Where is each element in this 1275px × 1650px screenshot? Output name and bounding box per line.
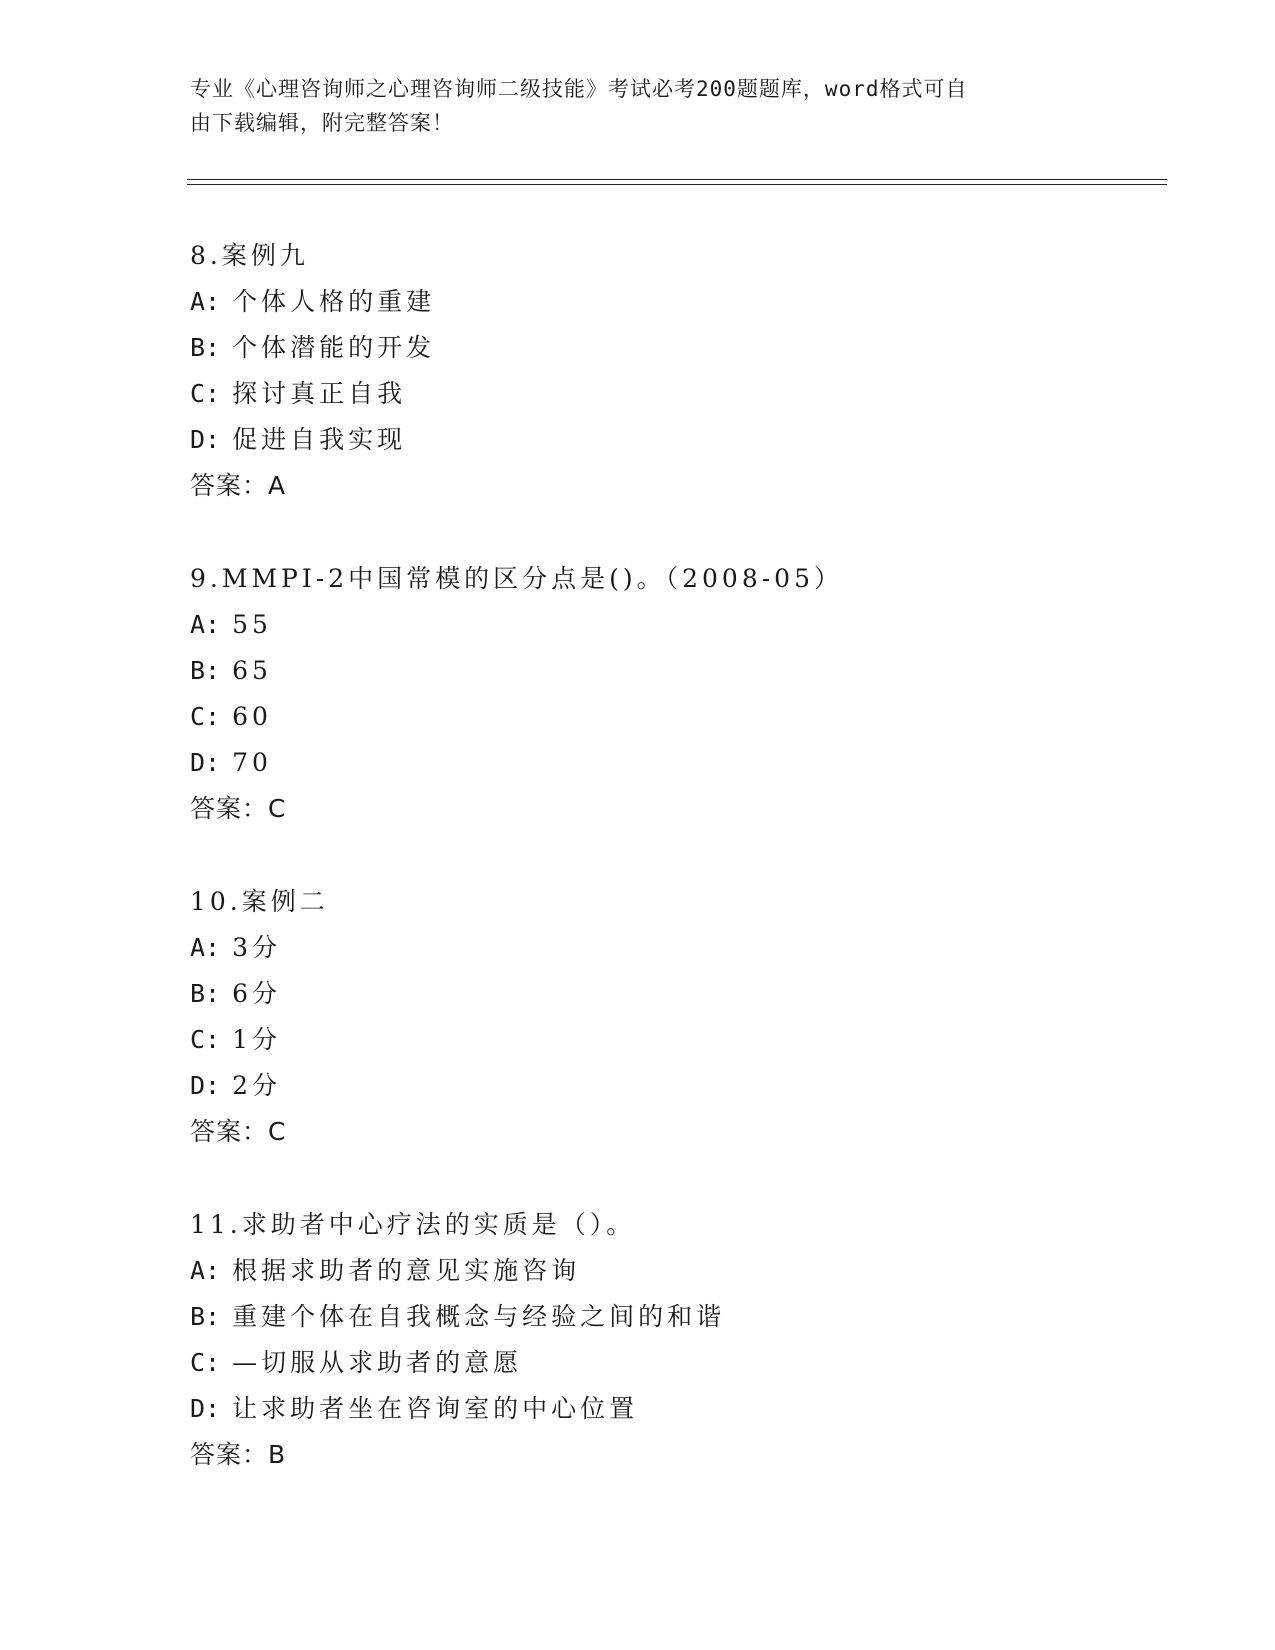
option-c <box>190 1340 1090 1386</box>
option-text: 根据求助者的意见实施咨询 <box>232 1256 581 1285</box>
option-text: 6分 <box>232 979 281 1008</box>
question-block <box>190 1202 1090 1478</box>
document-intro <box>190 72 1080 140</box>
option-a <box>190 925 1090 971</box>
option-a <box>190 602 1090 648</box>
option-key: A: <box>190 933 221 962</box>
option-text: 2分 <box>232 1071 281 1100</box>
option-d <box>190 417 1090 463</box>
header-divider-top <box>187 179 1167 180</box>
option-b <box>190 648 1090 694</box>
option-text: 3分 <box>232 933 281 962</box>
intro-line-1: 专业《心理咨询师之心理咨询师二级技能》考试必考200题题库，word格式可自 <box>190 77 968 101</box>
option-b <box>190 1294 1090 1340</box>
option-key: C: <box>190 1025 221 1054</box>
option-text: 60 <box>232 702 272 731</box>
option-key: C: <box>190 379 221 408</box>
option-key: B: <box>190 656 221 685</box>
answer-line: 答案：C <box>190 1117 287 1146</box>
answer-line: 答案：A <box>190 471 287 500</box>
option-text: 70 <box>232 748 272 777</box>
option-text: —切服从求助者的意愿 <box>232 1348 523 1377</box>
option-d <box>190 740 1090 786</box>
option-c <box>190 371 1090 417</box>
question-block <box>190 233 1090 509</box>
option-c <box>190 1017 1090 1063</box>
option-text: 让求助者坐在咨询室的中心位置 <box>232 1394 639 1423</box>
header-divider-bottom <box>187 184 1167 185</box>
question-stem: 11.求助者中心疗法的实质是（）。 <box>190 1210 636 1239</box>
option-text: 个体潜能的开发 <box>232 333 436 362</box>
option-text: 1分 <box>232 1025 281 1054</box>
question-block <box>190 556 1090 832</box>
question-stem: 8.案例九 <box>190 241 309 270</box>
option-b <box>190 971 1090 1017</box>
option-key: D: <box>190 1394 221 1423</box>
option-key: D: <box>190 425 221 454</box>
option-b <box>190 325 1090 371</box>
option-c <box>190 694 1090 740</box>
option-key: B: <box>190 979 221 1008</box>
option-key: A: <box>190 610 221 639</box>
option-key: A: <box>190 1256 221 1285</box>
question-stem: 9.MMPI-2中国常模的区分点是()。（2008-05） <box>190 564 843 593</box>
option-d <box>190 1386 1090 1432</box>
option-key: B: <box>190 1302 221 1331</box>
option-text: 65 <box>232 656 272 685</box>
option-key: C: <box>190 702 221 731</box>
option-d <box>190 1063 1090 1109</box>
option-a <box>190 1248 1090 1294</box>
option-text: 个体人格的重建 <box>232 287 436 316</box>
option-text: 促进自我实现 <box>232 425 407 454</box>
option-key: B: <box>190 333 221 362</box>
option-text: 重建个体在自我概念与经验之间的和谐 <box>232 1302 726 1331</box>
option-key: A: <box>190 287 221 316</box>
option-text: 55 <box>232 610 272 639</box>
option-key: D: <box>190 748 221 777</box>
answer-line: 答案：B <box>190 1440 287 1469</box>
option-key: D: <box>190 1071 221 1100</box>
question-block <box>190 879 1090 1155</box>
answer-line: 答案：C <box>190 794 287 823</box>
question-stem: 10.案例二 <box>190 887 329 916</box>
intro-line-2: 由下载编辑，附完整答案！ <box>190 111 454 135</box>
option-a <box>190 279 1090 325</box>
option-key: C: <box>190 1348 221 1377</box>
option-text: 探讨真正自我 <box>232 379 407 408</box>
